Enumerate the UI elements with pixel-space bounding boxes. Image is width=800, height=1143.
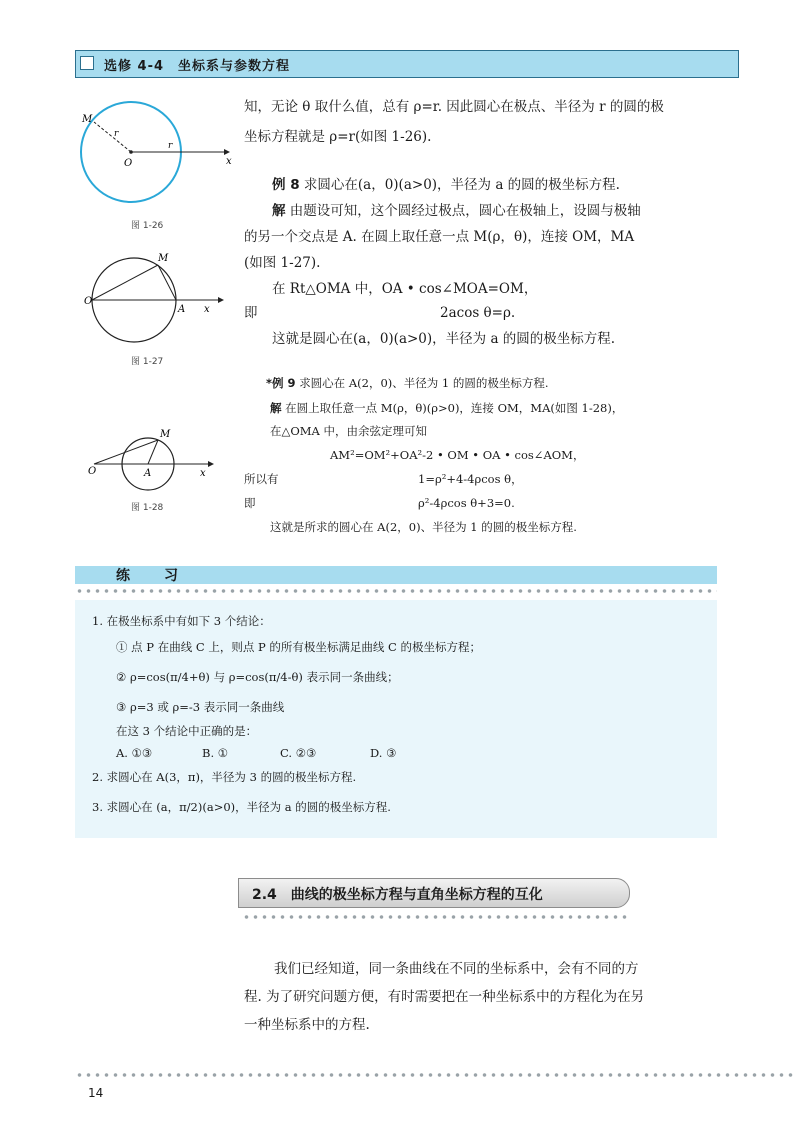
exercise-prompt: 在这 3 个结论中正确的是： xyxy=(116,724,258,738)
conclusion-text: 这就是圆心在(a，0)(a>0)，半径为 a 的圆的极坐标方程. xyxy=(272,331,616,347)
option-a: A. ①③ xyxy=(116,746,153,760)
exercise-statement: ③ ρ=3 或 ρ=-3 表示同一条曲线 xyxy=(116,700,285,714)
label-r: r xyxy=(114,129,119,139)
label-x: x xyxy=(226,156,232,167)
dotted-divider xyxy=(242,914,630,920)
label-A: A xyxy=(178,304,186,315)
exercise-question: 3. 求圆心在 (a，π/2)(a>0)，半径为 a 的圆的极坐标方程. xyxy=(92,800,391,814)
segment-OM xyxy=(92,265,158,300)
segment-MA xyxy=(158,265,176,300)
equation: AM²=OM²+OA²-2 • OM • OA • cos∠AOM， xyxy=(330,448,585,462)
solution-text: 在圆上取任意一点 M(ρ，θ)(ρ>0)，连接 OM，MA(如图 1-28)， xyxy=(285,401,624,415)
solution-text: 在△OMA 中，由余弦定理可知 xyxy=(270,424,428,438)
example-9-label: *例 9 xyxy=(266,376,296,390)
axis-arrow-icon xyxy=(208,461,214,467)
figure-caption: 图 1-26 xyxy=(131,221,164,231)
paragraph-line: 我们已经知道，同一条曲线在不同的坐标系中，会有不同的方 xyxy=(274,961,639,977)
label-x: x xyxy=(204,304,210,315)
label-M: M xyxy=(82,114,93,125)
solution-label: 解 xyxy=(270,401,282,415)
header-title: 选修 4-4 坐标系与参数方程 xyxy=(104,59,291,74)
section-title: 2.4 曲线的极坐标方程与直角坐标方程的互化 xyxy=(252,887,543,903)
label-O: O xyxy=(88,466,97,477)
ji-label: 即 xyxy=(244,496,256,510)
label-x: x xyxy=(200,468,206,479)
example-8-label: 例 8 xyxy=(272,177,300,193)
label-O: O xyxy=(84,296,93,307)
exercise-statement: ② ρ=cos(π/4+θ) 与 ρ=cos(π/4-θ) 表示同一条曲线； xyxy=(116,670,399,684)
equation: ρ²-4ρcos θ+3=0. xyxy=(418,496,515,510)
paragraph-line: 一种坐标系中的方程. xyxy=(244,1017,370,1033)
solution-text: 在 Rt△OMA 中，OA • cos∠MOA=OM， xyxy=(272,281,538,297)
axis-arrow-icon xyxy=(218,297,224,303)
label-M: M xyxy=(160,429,171,440)
figure-1-26 xyxy=(76,96,236,216)
figure-caption: 图 1-27 xyxy=(131,357,164,367)
label-A: A xyxy=(144,468,152,479)
exercise-statement: ① 点 P 在曲线 C 上，则点 P 的所有极坐标满足曲线 C 的极坐标方程； xyxy=(116,640,481,654)
solution-text: 的另一个交点是 A. 在圆上取任意一点 M(ρ，θ)，连接 OM，MA xyxy=(244,229,635,245)
paragraph-line: 知，无论 θ 取什么值，总有 ρ=r. 因此圆心在极点、半径为 r 的圆的极 xyxy=(244,99,664,115)
dotted-divider xyxy=(75,588,717,594)
figure-1-27 xyxy=(84,250,234,350)
equation: 1=ρ²+4-4ρcos θ， xyxy=(418,472,523,486)
radius-line xyxy=(94,122,131,152)
ji-label: 即 xyxy=(244,305,258,321)
label-r: r xyxy=(168,141,173,151)
solution-label: 解 xyxy=(272,203,286,219)
exercise-question: 2. 求圆心在 A(3，π)，半径为 3 的圆的极坐标方程. xyxy=(92,770,357,784)
solution-text: (如图 1-27). xyxy=(244,255,321,271)
paragraph-line: 坐标方程就是 ρ=r(如图 1-26). xyxy=(244,129,432,145)
example-9-question: 求圆心在 A(2，0)、半径为 1 的圆的极坐标方程. xyxy=(299,376,549,390)
option-b: B. ① xyxy=(202,746,229,760)
header-square-icon xyxy=(80,56,94,70)
exercise-question: 1. 在极坐标系中有如下 3 个结论： xyxy=(92,614,271,628)
axis-arrow-icon xyxy=(224,149,230,155)
figure-caption: 图 1-28 xyxy=(131,503,164,513)
example-8-question: 求圆心在(a，0)(a>0)，半径为 a 的圆的极坐标方程. xyxy=(303,177,620,193)
footer-dotted-divider xyxy=(75,1072,797,1078)
solution-text: 由题设可知，这个圆经过极点，圆心在极轴上，设圆与极轴 xyxy=(289,203,641,219)
conclusion-text: 这就是所求的圆心在 A(2，0)、半径为 1 的圆的极坐标方程. xyxy=(270,520,577,534)
label-M: M xyxy=(158,253,169,264)
pole-point xyxy=(129,150,133,154)
exercise-title: 练 习 xyxy=(116,568,188,584)
figure-1-28 xyxy=(84,424,224,494)
paragraph-line: 程. 为了研究问题方便，有时需要把在一种坐标系中的方程化为在另 xyxy=(244,989,645,1005)
label-O: O xyxy=(124,158,133,169)
option-d: D. ③ xyxy=(370,746,397,760)
page-number: 14 xyxy=(88,1086,104,1100)
option-c: C. ②③ xyxy=(280,746,317,760)
equation: 2acos θ=ρ. xyxy=(440,305,516,321)
segment-OM xyxy=(94,440,158,464)
suoyi-label: 所以有 xyxy=(244,472,279,486)
